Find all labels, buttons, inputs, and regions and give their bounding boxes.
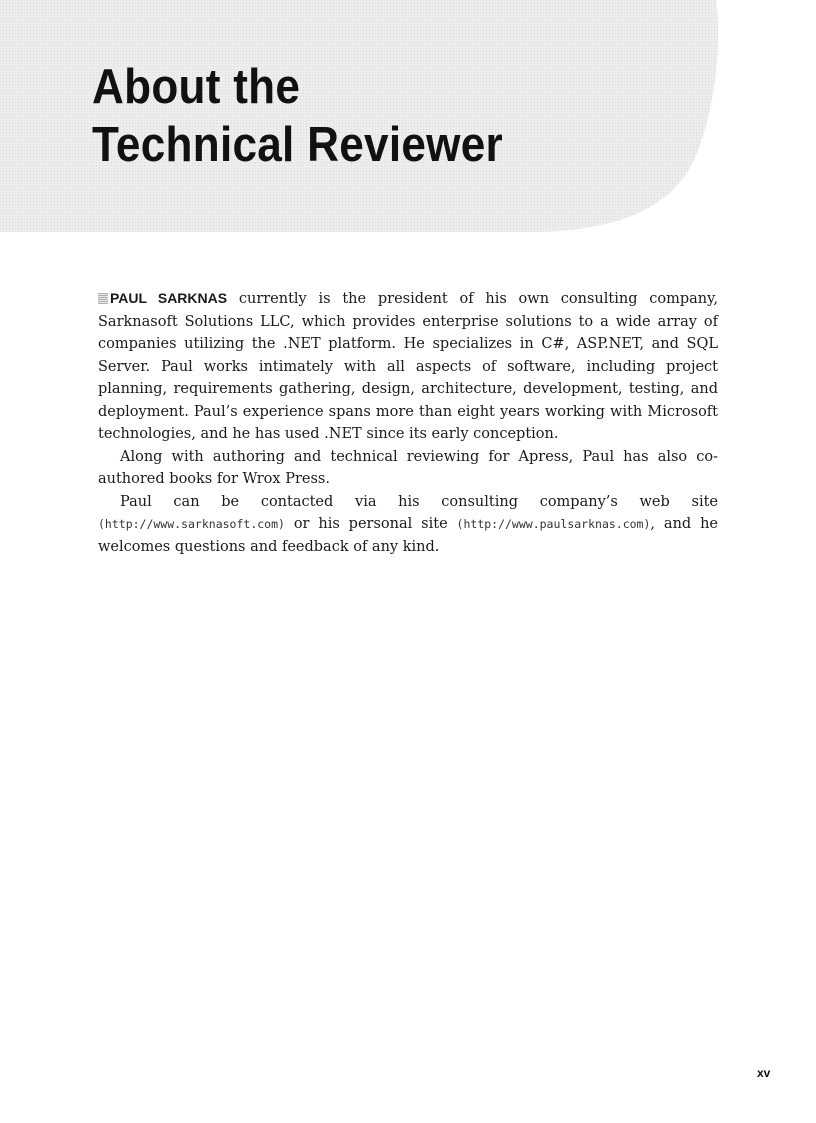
reviewer-bio bbox=[98, 287, 718, 558]
bio-paragraph-3 bbox=[98, 491, 718, 559]
bio-paragraph-2: Along with authoring and technical reviewing for Apress, Paul has also co-authored books for Wrox Press. bbox=[98, 448, 718, 487]
bio-paragraph-3-middle: or his personal site bbox=[284, 516, 457, 532]
reviewer-name: PAUL SARKNAS bbox=[110, 290, 228, 306]
bullet-icon bbox=[98, 293, 108, 304]
page-number: xv bbox=[757, 1066, 771, 1080]
title-line-2: Technical Reviewer bbox=[92, 118, 503, 172]
title-line-1: About the bbox=[92, 60, 301, 114]
bio-paragraph-1 bbox=[98, 287, 718, 446]
company-url-link[interactable]: (http://www.sarknasoft.com) bbox=[98, 517, 285, 531]
personal-url-link[interactable]: (http://www.paulsarknas.com) bbox=[456, 517, 651, 531]
bio-paragraph-3-end: , and he welcomes questions and feedback of any kind. bbox=[98, 516, 718, 555]
bio-paragraph-3-start: Paul can be contacted via his consulting company’s web site bbox=[120, 493, 718, 510]
bio-paragraph-1-text: currently is the president of his own consulting company, Sarknasoft Solutions LLC, which provides enterprise solutions to a wide array of companies utilizing the .NET platform. He specializes in C#, ASP.NET, and SQL Server. Paul works intimately with all aspects of software, including project planning, requirements gathering, design, architecture, development, testing, and deployment. Paul’s experience spans more than eight years working with Microsoft technologies, and he has used .NET since its early conception. bbox=[98, 291, 718, 442]
page-title bbox=[92, 58, 503, 174]
